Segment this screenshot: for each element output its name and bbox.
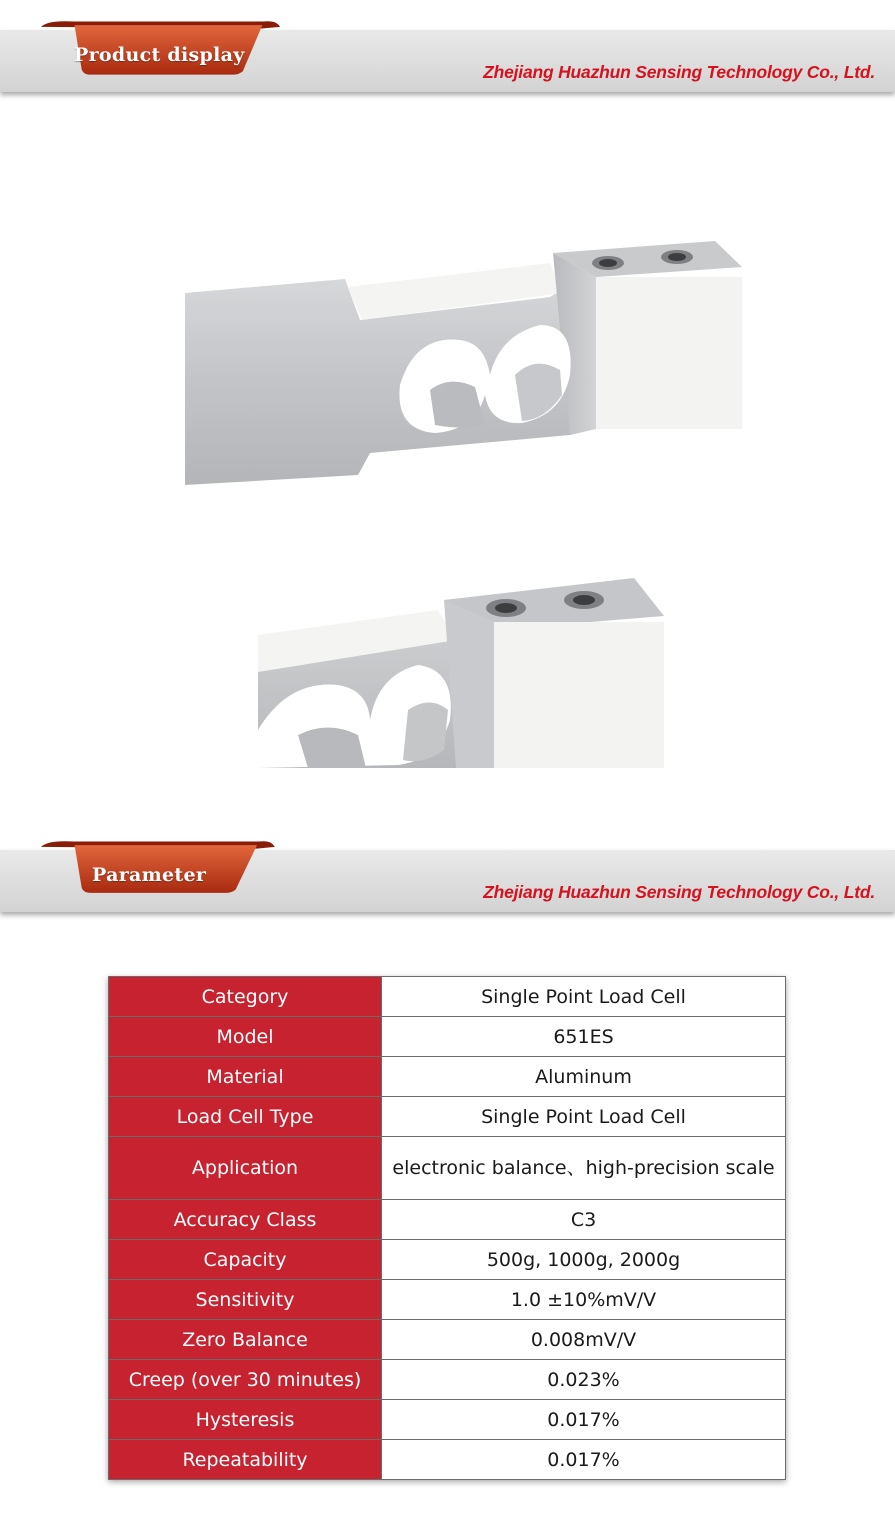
table-row: [109, 1320, 786, 1360]
company-name: Zhejiang Huazhun Sensing Technology Co., Ltd.: [483, 882, 875, 902]
table-row: [109, 1137, 786, 1200]
product-display-banner: [0, 0, 895, 110]
parameter-label: Sensitivity: [109, 1280, 382, 1320]
parameter-label: Accuracy Class: [109, 1200, 382, 1240]
parameter-label: Repeatability: [109, 1440, 382, 1480]
table-row: [109, 1400, 786, 1440]
section-title: Product display: [74, 44, 245, 66]
table-row: [109, 1057, 786, 1097]
parameter-label: Category: [109, 977, 382, 1017]
table-row: [109, 1440, 786, 1480]
parameter-value: 651ES: [382, 1017, 786, 1057]
parameter-value: Aluminum: [382, 1057, 786, 1097]
parameter-value: 0.017%: [382, 1400, 786, 1440]
parameter-value: Single Point Load Cell: [382, 1097, 786, 1137]
parameter-value: 0.023%: [382, 1360, 786, 1400]
parameter-label: Zero Balance: [109, 1320, 382, 1360]
parameter-value: 0.008mV/V: [382, 1320, 786, 1360]
parameter-value: 500g, 1000g, 2000g: [382, 1240, 786, 1280]
parameter-label: Creep (over 30 minutes): [109, 1360, 382, 1400]
parameter-label: Load Cell Type: [109, 1097, 382, 1137]
parameter-label: Model: [109, 1017, 382, 1057]
table-row: [109, 1200, 786, 1240]
table-row: [109, 1097, 786, 1137]
parameter-label: Capacity: [109, 1240, 382, 1280]
section-title: Parameter: [92, 864, 207, 886]
parameter-label: Material: [109, 1057, 382, 1097]
parameter-value: Single Point Load Cell: [382, 977, 786, 1017]
table-row: [109, 1240, 786, 1280]
load-cell-full-view: [130, 175, 780, 515]
table-row: [109, 1280, 786, 1320]
table-row: [109, 1360, 786, 1400]
parameter-banner: [0, 820, 895, 930]
table-row: [109, 1017, 786, 1057]
table-row: [109, 977, 786, 1017]
parameter-label: Hysteresis: [109, 1400, 382, 1440]
parameter-value: 1.0 ±10%mV/V: [382, 1280, 786, 1320]
load-cell-closeup-view: [258, 560, 678, 770]
parameter-value: electronic balance、high-precision scale: [382, 1137, 786, 1200]
parameter-label: Application: [109, 1137, 382, 1200]
parameter-table: [108, 976, 786, 1480]
company-name: Zhejiang Huazhun Sensing Technology Co., Ltd.: [483, 62, 875, 82]
parameter-value: C3: [382, 1200, 786, 1240]
parameter-value: 0.017%: [382, 1440, 786, 1480]
